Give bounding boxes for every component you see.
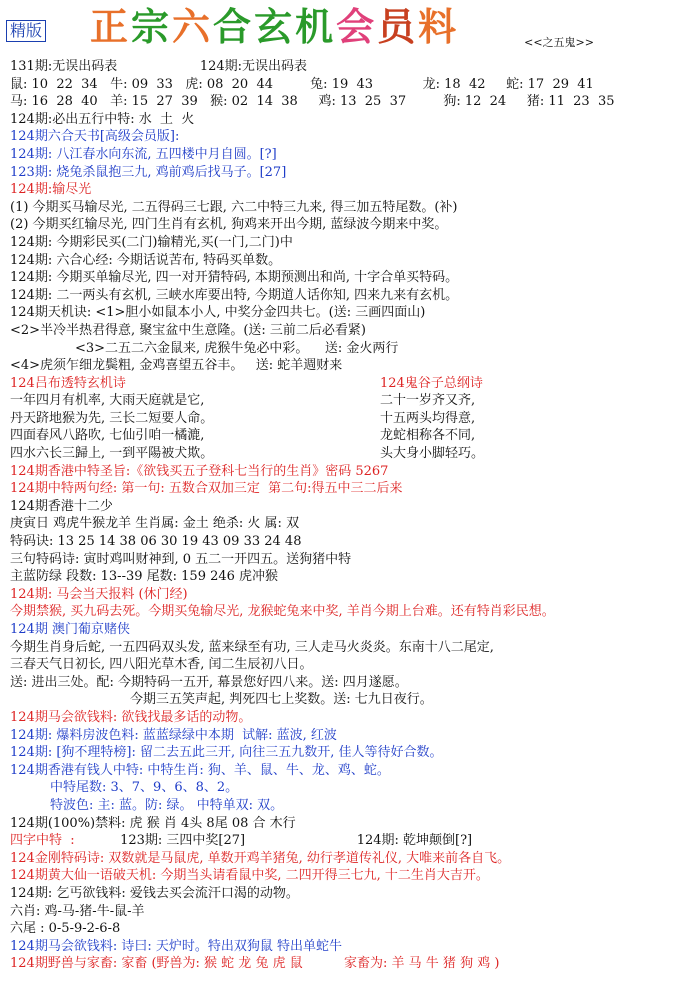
poem-left-line: 四面春风八路吹, 七仙引咱一橘漉, <box>10 428 205 444</box>
text-line: 124期中特两句经: 第一句: 五数合双加三定 第二句:得五中三二后来 <box>10 481 403 497</box>
poem-left-line: 丹天跻地猴为先, 三长二短要人命。 <box>10 410 214 426</box>
text-line: <4>虎须乍细龙鬓粗, 金鸡喜望五谷丰。 送: 蛇羊週财来 <box>10 358 343 374</box>
text-line: 124期香港十二少 <box>10 498 113 514</box>
text-line: 124期: 今期买单输尽光, 四一对开猜特码, 本期预测出和尚, 十字合单买特码。 <box>10 270 459 286</box>
poem-right-line: 头大身小脚轻巧。 <box>380 446 485 462</box>
text-line: 124期香港中特圣旨:《欲钱买五子登科七当行的生肖》密码 5267 <box>10 463 389 479</box>
poem-left-line: 四水六长三歸上, 一到平陽被犬欺。 <box>10 446 214 462</box>
poem-right-line: 十五两头均得意, <box>380 410 476 426</box>
title-char: 员 <box>377 5 419 49</box>
header-tag: <<之五鬼>> <box>524 36 594 49</box>
text-line: 124期 澳门葡京赌侠 <box>10 622 130 637</box>
text-line: <3>二五二六金鼠来, 虎猴牛兔必中彩。 送: 金火两行 <box>75 340 399 356</box>
text-line: 124期: 今期彩民买(二门)输精光,买(一门,二门)中 <box>10 234 293 250</box>
text-line: 六尾 : 0-5-9-2-6-8 <box>10 921 121 937</box>
text-line: 124期六合天书[高级会员版]: <box>10 129 180 145</box>
text-line: 124期香港有钱人中特: 中特生肖: 狗、羊、鼠、牛、龙、鸡、蛇。 <box>10 762 390 778</box>
poem-section <box>10 375 680 463</box>
text-line: 124期: 八江春水向东流, 五四楼中月自圆。[?] <box>10 146 277 162</box>
text-line: 124金刚特码诗: 双数就是马鼠虎, 单数开鸡羊猪兔, 幼行孝道传礼仪, 大唯来前各自飞。 <box>10 850 511 866</box>
title-char: 正 <box>90 5 132 49</box>
title-char: 机 <box>295 5 337 49</box>
text-line: 马: 16 28 40 羊: 15 27 39 猴: 02 14 38 鸡: 13 25 37 狗: 12 24 猪: 11 23 35 <box>10 94 615 110</box>
page-title <box>90 4 459 50</box>
text-line: 124期: 乞丐欲钱料: 爱钱去买会流汗口渴的动物。 <box>10 885 299 901</box>
text-line: 特码诀: 13 25 14 38 06 30 19 43 09 33 24 48 <box>10 534 302 550</box>
header <box>0 0 690 58</box>
text-line: 124期马会欲钱料: 诗曰: 天炉时。特出双狗鼠 特出单蛇牛 <box>10 938 342 954</box>
poem-row <box>10 410 680 428</box>
text-line: 124期: [狗不理特榜]: 留二去五此三开, 向往三五九数开, 佳人等待好合数。 <box>10 745 443 761</box>
text-line: 124期: 二一两头有玄机, 三峡水库要出特, 今期道人话你知, 四来九来有玄机。 <box>10 287 459 303</box>
poem-row <box>10 445 680 463</box>
text-line: 中特尾数: 3、7、9、6、8、2。 <box>50 780 239 796</box>
title-char: 六 <box>172 5 214 49</box>
text-line: 124期野兽与家畜: 家畜 (野兽为: 猴 蛇 龙 兔 虎 鼠 家畜为: 羊 马 牛 猪 狗 鸡 ) <box>10 956 500 972</box>
text-line: 124期:输尽光 <box>10 182 92 198</box>
poem-right-line: 二十一岁齐又齐, <box>380 393 476 409</box>
text-line <box>10 832 680 850</box>
title-char: 会 <box>336 5 378 49</box>
text-line: 124期: 爆料房波色料: 蓝蓝绿绿中本期 试解: 蓝波, 红波 <box>10 727 337 743</box>
content <box>0 58 690 973</box>
title-char: 宗 <box>131 5 173 49</box>
poem-left-line: 一年四月有机率, 大雨天庭就是它, <box>10 393 205 409</box>
poem-right-line: 龙蛇相称各不同, <box>380 428 476 444</box>
text-line: 124期黄大仙一语破天机: 今期当头请看鼠中奖, 二四开得三七九, 十二生肖大吉开。 <box>10 868 489 884</box>
text-line: (2) 今期买红输尽光, 四门生肖有玄机, 狗鸡来开出今期, 蓝绿波今期来中奖。 <box>10 217 448 233</box>
title-char: 玄 <box>254 5 296 49</box>
text-line: 124期: 马会当天报料 (休门经) <box>10 586 188 602</box>
text-line: 庚寅日 鸡虎牛猴龙羊 生肖属: 金土 绝杀: 火 属: 双 <box>10 516 300 532</box>
text-block-1 <box>10 58 680 375</box>
text-line: 主蓝防绿 段数: 13--39 尾数: 159 246 虎冲猴 <box>10 569 279 585</box>
text-line: 三春天气日初长, 四八阳光草木香, 闰二生辰初八日。 <box>10 657 313 673</box>
text-line: (1) 今期买马输尽光, 二五得码三七跟, 六二中特三九来, 得三加五特尾数。(补) <box>10 199 458 215</box>
title-char: 料 <box>418 5 460 49</box>
text-line: 六肖: 鸡-马-猪-牛-鼠-羊 <box>10 903 145 919</box>
text-line: 特波色: 主: 蓝。防: 绿。 中特单双: 双。 <box>50 797 284 813</box>
label-red: 四字中特 : <box>10 833 75 849</box>
poem-row <box>10 392 680 410</box>
poem-row <box>10 427 680 445</box>
edition-badge: 精版 <box>6 20 46 42</box>
text-line: 124期:必出五行中特: 水 土 火 <box>10 111 195 127</box>
text-line: 今期禁猴, 买九码去死。今期买兔输尽光, 龙猴蛇兔来中奖, 羊肖今期上台难。还有特肖彩民想。 <box>10 604 555 620</box>
poem-right-title: 124鬼谷子总纲诗 <box>380 375 483 391</box>
poem-left-title: 124吕布透特玄机诗 <box>10 375 126 391</box>
text-line: 123期: 烧兔杀鼠抱三九, 鸡前鸡后找马子。[27] <box>10 164 287 180</box>
text-line: 124期天机诀: <1>胆小如鼠本小人, 中奖分金四共七。(送: 三画四面山) <box>10 305 426 321</box>
text-line: 124期: 六合心经: 今期话说苦布, 特码买单数。 <box>10 252 282 268</box>
text-line: 今期三五笑声起, 判死四七上奖数。送: 七九日夜行。 <box>130 692 433 708</box>
text-line: 鼠: 10 22 34 牛: 09 33 虎: 08 20 44 兔: 19 43 龙: 18 42 蛇: 17 29 41 <box>10 76 594 92</box>
text-line: <2>半冷半热君得意, 聚宝盆中生意隆。(送: 三前二后必看紧) <box>10 322 366 338</box>
text-line: 131期:无误出码表 124期:无误出码表 <box>10 59 308 74</box>
text-line: 送: 进出三处。配: 今期特码一五开, 幕景您好四八来。送: 四月遂愿。 <box>10 674 408 690</box>
text-block-2 <box>10 463 680 973</box>
text-line: 今期生肖身后蛇, 一五四码双头发, 蓝来绿至有功, 三人走马火炎炎。东南十八二尾定, <box>10 639 494 655</box>
text-line: 124期马会欲钱料: 欲钱找最多话的动物。 <box>10 709 252 725</box>
label-rest: 123期: 三四中奖[27] 124期: 乾坤颠倒[?] <box>74 833 473 849</box>
title-char: 合 <box>213 5 255 49</box>
text-line: 124期(100%)禁料: 虎 猴 肖 4头 8尾 08 合 木行 <box>10 815 296 831</box>
text-line: 三句特码诗: 寅时鸡叫财神到, 0 五二一开四五。送狗猪中特 <box>10 551 352 567</box>
